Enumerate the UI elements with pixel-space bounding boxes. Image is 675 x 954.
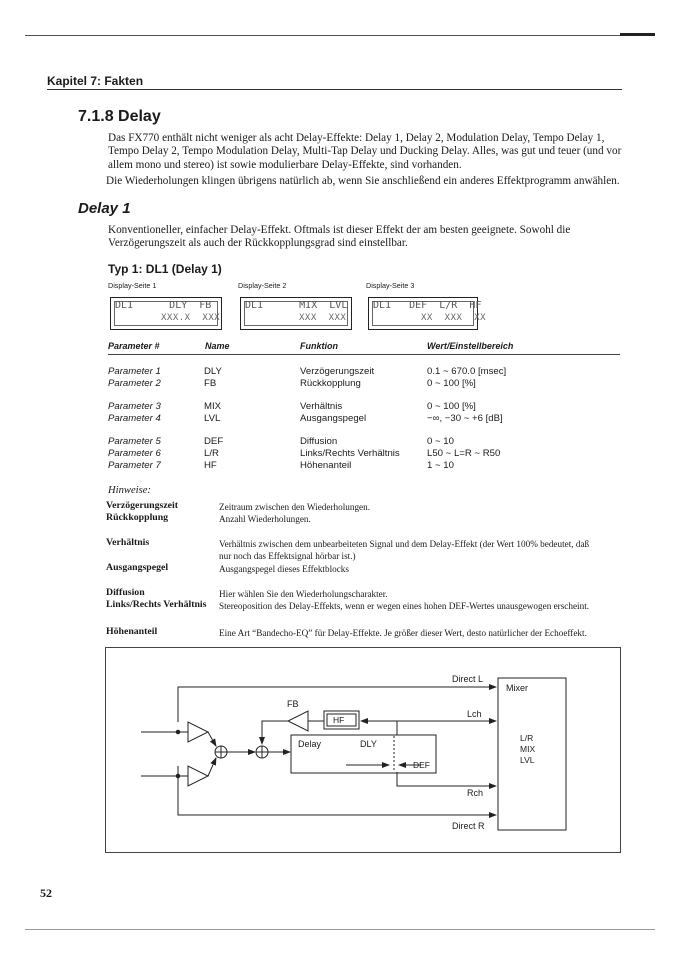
table-cell: 0 ~ 100 [%] [427, 401, 476, 412]
table-cell: DLY [204, 366, 222, 377]
lcd-3-line2: XX XXX XX [421, 313, 487, 323]
lcd-display-3 [368, 297, 487, 330]
display-page-3-label: Display-Seite 3 [366, 281, 415, 290]
table-cell: Ausgangspegel [300, 413, 367, 424]
hint-desc-cont: nur noch das Effektsignal hörbar ist.) [219, 551, 356, 561]
table-cell: Parameter 2 [108, 378, 161, 389]
junction-r [176, 774, 180, 778]
chapter-rule [47, 89, 622, 90]
table-cell: 0.1 ~ 670.0 [msec] [427, 366, 507, 377]
table-cell: LVL [204, 413, 221, 424]
section-intro: Das FX770 enthält nicht weniger als acht Delay-Effekte: Delay 1, Delay 2, Modulation Delay, Tempo Delay 1, Tempo Delay 2, Tempo Modulation Delay, Multi-Tap Delay und Ducking Delay. Alles, was gut und teuer (und vor allem mono und stereo) ist sowie modulierbare Delay-Effekte, sind vorhanden. [108, 132, 622, 171]
table-cell: FB [204, 378, 217, 389]
table-header-range: Wert/Einstellbereich [427, 341, 514, 351]
lcd-1-line2: XXX.X XXX [161, 313, 221, 323]
display-page-1-label: Display-Seite 1 [108, 281, 157, 290]
table-header-param: Parameter # [108, 341, 160, 351]
table-cell: Parameter 7 [108, 460, 161, 471]
mixer-label: Mixer [506, 683, 528, 693]
hint-term: Ausgangspegel [106, 562, 169, 573]
direct-l-label: Direct L [452, 674, 484, 684]
table-cell: Parameter 5 [108, 436, 161, 447]
input-r-amp-icon [188, 766, 208, 786]
amp-l-to-sum [208, 732, 216, 746]
table-cell: Verhältnis [300, 401, 343, 412]
page-number: 52 [40, 886, 52, 900]
table-cell: MIX [204, 401, 222, 412]
table-cell: Höhenanteil [300, 460, 352, 471]
table-cell: HF [204, 460, 217, 471]
bottom-rule [25, 929, 655, 930]
table-cell: L50 ~ L=R ~ R50 [427, 448, 501, 459]
lcd-3-line1: DL1 DEF L/R HF [373, 300, 482, 311]
table-header-function: Funktion [300, 341, 338, 351]
chapter-header: Kapitel 7: Fakten [47, 74, 144, 88]
table-cell: 0 ~ 100 [%] [427, 378, 476, 389]
dly-label: DLY [360, 739, 377, 749]
lch-line [397, 721, 496, 735]
lvl-label: LVL [520, 755, 535, 765]
hint-term: Höhenanteil [106, 626, 158, 637]
table-cell: Links/Rechts Verhältnis [300, 448, 400, 459]
table-header-rule [108, 354, 620, 355]
signal-flow-diagram [105, 647, 621, 853]
hint-desc: Ausgangspegel dieses Effektblocks [219, 564, 349, 574]
hint-term: Links/Rechts Verhältnis [106, 599, 207, 610]
mix-label: MIX [520, 744, 536, 754]
table-cell: L/R [204, 448, 219, 459]
input-l-amp-icon [188, 722, 208, 742]
hint-desc: Verhältnis zwischen dem unbearbeiteten Signal und dem Delay-Effekt (der Wert 100% bedeutet, daß [219, 539, 590, 549]
lcd-2-line1: DL1 MIX LVL [245, 300, 348, 311]
table-cell: Parameter 4 [108, 413, 161, 424]
table-cell: 1 ~ 10 [427, 460, 454, 471]
diagram-svg [106, 648, 620, 852]
table-cell: Diffusion [300, 436, 338, 447]
table-cell: Parameter 1 [108, 366, 161, 377]
fb-label: FB [287, 699, 299, 709]
table-header-name: Name [205, 341, 230, 351]
table-cell: −∞, −30 ~ +6 [dB] [427, 413, 503, 424]
hint-desc: Anzahl Wiederholungen. [219, 514, 311, 524]
table-cell: Verzögerungszeit [300, 366, 375, 377]
rch-line [397, 772, 496, 786]
hint-desc: Eine Art “Bandecho-EQ” für Delay-Effekte. Je größer dieser Wert, desto natürlicher der Echoeffekt. [219, 628, 587, 638]
lr-label: L/R [520, 733, 534, 743]
hf-label: HF [333, 715, 345, 725]
rch-label: Rch [467, 788, 484, 798]
fb-amp-icon [288, 711, 308, 731]
def-label: DEF [413, 760, 430, 770]
lch-label: Lch [467, 709, 482, 719]
hint-term: Verhältnis [106, 537, 150, 548]
junction-l [176, 730, 180, 734]
hint-term: Verzögerungszeit [106, 500, 179, 511]
lcd-1-line1: DL1 DLY FB [115, 300, 212, 311]
hint-desc: Stereoposition des Delay-Effekts, wenn er wegen eines hohen DEF-Wertes unausgewogen erscheint. [219, 601, 590, 611]
lcd-display-2 [240, 297, 352, 330]
hints-title: Hinweise: [108, 485, 151, 496]
fb-return-line [262, 721, 288, 744]
type-title: Typ 1: DL1 (Delay 1) [108, 262, 222, 276]
amp-r-to-sum [208, 758, 216, 776]
section-title: 7.1.8 Delay [78, 108, 161, 125]
table-cell: 0 ~ 10 [427, 436, 454, 447]
table-cell: DEF [204, 436, 224, 447]
section-note: Die Wiederholungen klingen übrigens natürlich ab, wenn Sie anschließend ein anderes Effektprogramm anwählen. [106, 175, 620, 187]
delay1-text: Konventioneller, einfacher Delay-Effekt. Oftmals ist dieser Effekt der am besten geeignete. Sowohl die Verzögerungszeit als auch der Rückkopplungsgrad sind einstellbar. [108, 224, 571, 250]
delay1-title: Delay 1 [78, 200, 131, 217]
display-page-2-label: Display-Seite 2 [238, 281, 287, 290]
lcd-2-line2: XXX XXX [299, 313, 347, 323]
hint-term: Diffusion [106, 587, 145, 598]
mixer-box [498, 678, 566, 830]
lcd-display-1 [110, 297, 222, 330]
hint-term: Rückkopplung [106, 512, 169, 523]
direct-r-label: Direct R [452, 821, 485, 831]
top-rule [25, 35, 655, 36]
table-cell: Rückkopplung [300, 378, 361, 389]
table-cell: Parameter 6 [108, 448, 161, 459]
hint-desc: Hier wählen Sie den Wiederholungscharakter. [219, 589, 388, 599]
table-cell: Parameter 3 [108, 401, 161, 412]
hint-desc: Zeitraum zwischen den Wiederholungen. [219, 502, 371, 512]
top-rule-accent [620, 33, 655, 36]
delay-label: Delay [298, 739, 322, 749]
